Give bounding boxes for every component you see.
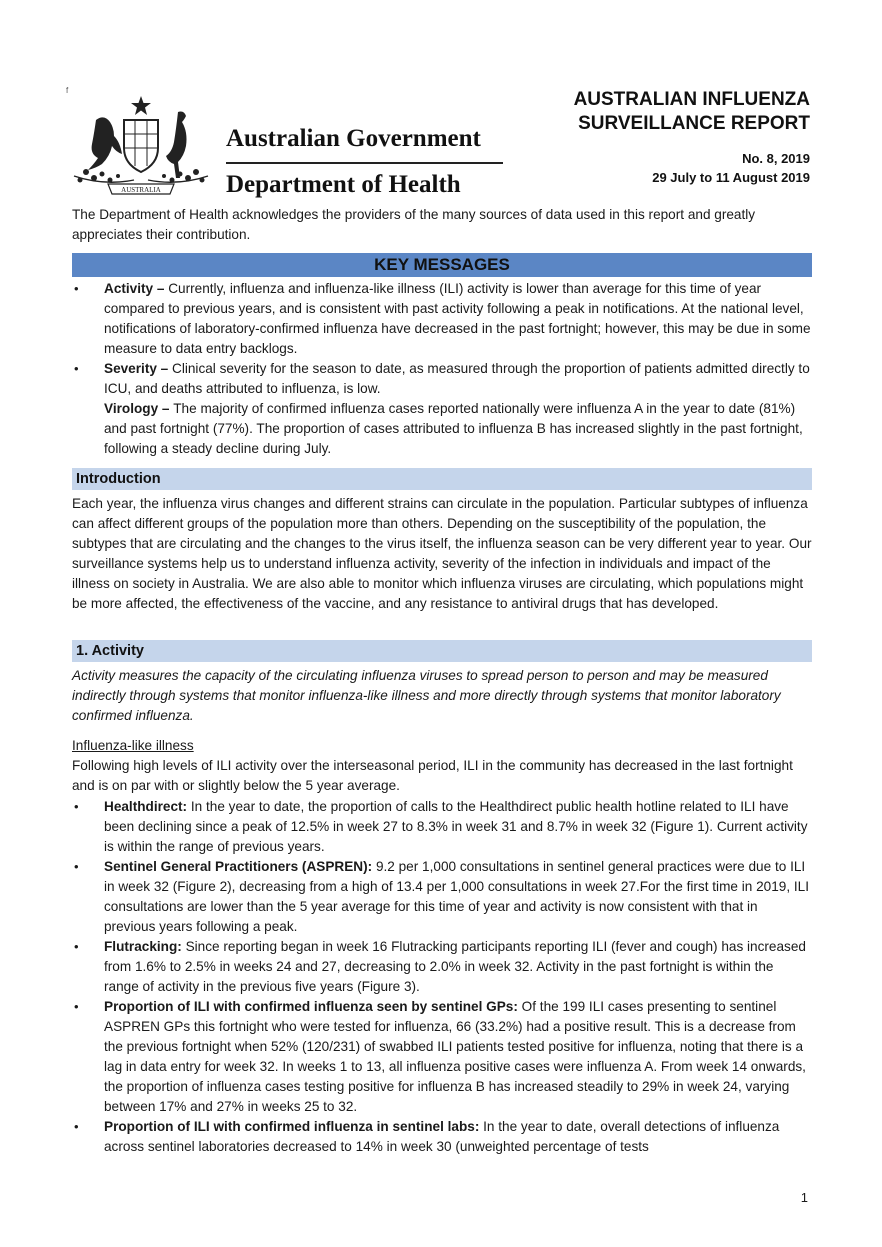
introduction-heading: Introduction: [72, 468, 812, 490]
bullet-label: Severity –: [104, 361, 173, 376]
ili-list: [72, 797, 812, 1157]
bullet-label: Flutracking:: [104, 939, 186, 954]
bullet-text: Since reporting began in week 16 Flutracking participants reporting ILI (fever and cough) has increased from 1.6% to 2.5% in weeks 24 and 27, decreasing to 2.0% in week 32. Activity in the past fortnight is within the range of activity in the previous five years (Figure 3).: [104, 939, 806, 994]
report-title: [574, 88, 810, 136]
bullet-text: 9.2 per 1,000 consultations in sentinel general practices were due to ILI in week 32 (Figure 2), decreasing from a high of 13.4 per 1,000 consultations in week 27.For the first time in 2019, ILI consultations are lower than the 5 year average for this time of year and activity is now consistent with that in previous years following a peak.: [104, 859, 809, 934]
bullet-icon: •: [74, 999, 79, 1014]
list-item: [72, 857, 812, 937]
acknowledgement-paragraph: The Department of Health acknowledges the providers of the many sources of data used in this report and greatly appreciates their contribution.: [72, 207, 756, 242]
bullet-text: The majority of confirmed influenza cases reported nationally were influenza A in the year to date (81%) and past fortnight (77%). The proportion of cases attributed to influenza B has increased slightly in the past fortnight, following a steady decline during July.: [104, 401, 803, 456]
list-item: [72, 399, 812, 459]
page-corner-mark: f: [66, 86, 69, 95]
list-item: [72, 997, 812, 1117]
list-item: [72, 279, 812, 359]
key-messages-heading: KEY MESSAGES: [72, 253, 812, 277]
bullet-icon: •: [74, 361, 79, 376]
introduction-paragraph: Each year, the influenza virus changes and different strains can circulate in the population. Particular subtypes of influenza can affect different groups of the population more than others. Depending on the susceptibility of the population, the subtypes that are circulating and the changes to the virus itself, the influenza season can be very different year to year. Our surveillance systems help us to understand influenza activity, severity of the infection in individuals and impact of the illness on society in Australia. We are also able to monitor which influenza viruses are circulating, which populations might be more affected, the effectiveness of the vaccine, and any resistance to antiviral drugs that has developed.: [72, 496, 812, 611]
bullet-label: Healthdirect:: [104, 799, 191, 814]
activity-heading: 1. Activity: [72, 640, 812, 662]
bullet-text: Currently, influenza and influenza-like illness (ILI) activity is lower than average for this time of year compared to previous years, and is consistent with past activity following a peak in notifications. At the national level, notifications of laboratory-confirmed influenza have decreased in the past fortnight; however, this may be due in some measure to data entry backlogs.: [104, 281, 811, 356]
bullet-text: In the year to date, the proportion of calls to the Healthdirect public health hotline related to ILI have been declining since a peak of 12.5% in week 27 to 8.3% in week 31 and 8.7% in week 32 (Figure 1). Current activity is within the range of previous years.: [104, 799, 808, 854]
bullet-label: Proportion of ILI with confirmed influenza in sentinel labs:: [104, 1119, 484, 1134]
report-number: No. 8, 2019: [742, 151, 810, 166]
bullet-icon: •: [74, 1119, 79, 1134]
list-item: [72, 937, 812, 997]
key-messages-list: [72, 279, 812, 459]
report-title-line2: SURVEILLANCE REPORT: [578, 113, 810, 134]
ili-intro-paragraph: Following high levels of ILI activity over the interseasonal period, ILI in the community has decreased in the last fortnight and is on par with or slightly below the 5 year average.: [72, 758, 793, 793]
activity-description: Activity measures the capacity of the circulating influenza viruses to spread person to person and may be measured indirectly through systems that monitor influenza-like illness and more directly through systems that monitor laboratory confirmed influenza.: [72, 668, 781, 723]
bullet-label: Sentinel General Practitioners (ASPREN):: [104, 859, 376, 874]
crest-scroll-text: AUSTRALIA: [121, 186, 161, 194]
report-title-line1: AUSTRALIAN INFLUENZA: [573, 89, 810, 110]
bullet-label: Proportion of ILI with confirmed influenza seen by sentinel GPs:: [104, 999, 522, 1014]
coat-of-arms-logo: [66, 92, 216, 202]
bullet-label: Activity –: [104, 281, 169, 296]
list-item: [72, 359, 812, 399]
bullet-text: Clinical severity for the season to date, as measured through the proportion of patients admitted directly to ICU, and deaths attributed to influenza, is low.: [104, 361, 810, 396]
bullet-icon: •: [74, 281, 79, 296]
bullet-label: Virology –: [104, 401, 174, 416]
bullet-icon: •: [74, 939, 79, 954]
bullet-text: Of the 199 ILI cases presenting to sentinel ASPREN GPs this fortnight who were tested for influenza, 66 (33.2%) had a positive result. This is a decrease from the previous fortnight when 52% (120/231) of swabbed ILI patients tested positive for influenza, noting that there is a lag in data entry for week 32. In weeks 1 to 13, all influenza positive cases were influenza A. From week 14 onwards, the proportion of influenza cases testing positive for influenza B has increased steadily to 29% in week 24, varying between 17% and 27% in weeks 25 to 32.: [104, 999, 806, 1114]
bullet-icon: •: [74, 799, 79, 814]
bullet-icon: •: [74, 859, 79, 874]
department-name: Department of Health: [226, 171, 461, 198]
header-divider: [226, 162, 503, 164]
report-dates: 29 July to 11 August 2019: [652, 170, 810, 185]
government-name: Australian Government: [226, 125, 481, 152]
ili-subheading: Influenza-like illness: [72, 738, 194, 753]
list-item: [72, 1117, 812, 1157]
bullet-text: In the year to date, overall detections of influenza across sentinel laboratories decreased to 14% in week 30 (unweighted percentage of tests: [104, 1119, 780, 1154]
list-item: [72, 797, 812, 857]
page-number: 1: [800, 1190, 808, 1205]
